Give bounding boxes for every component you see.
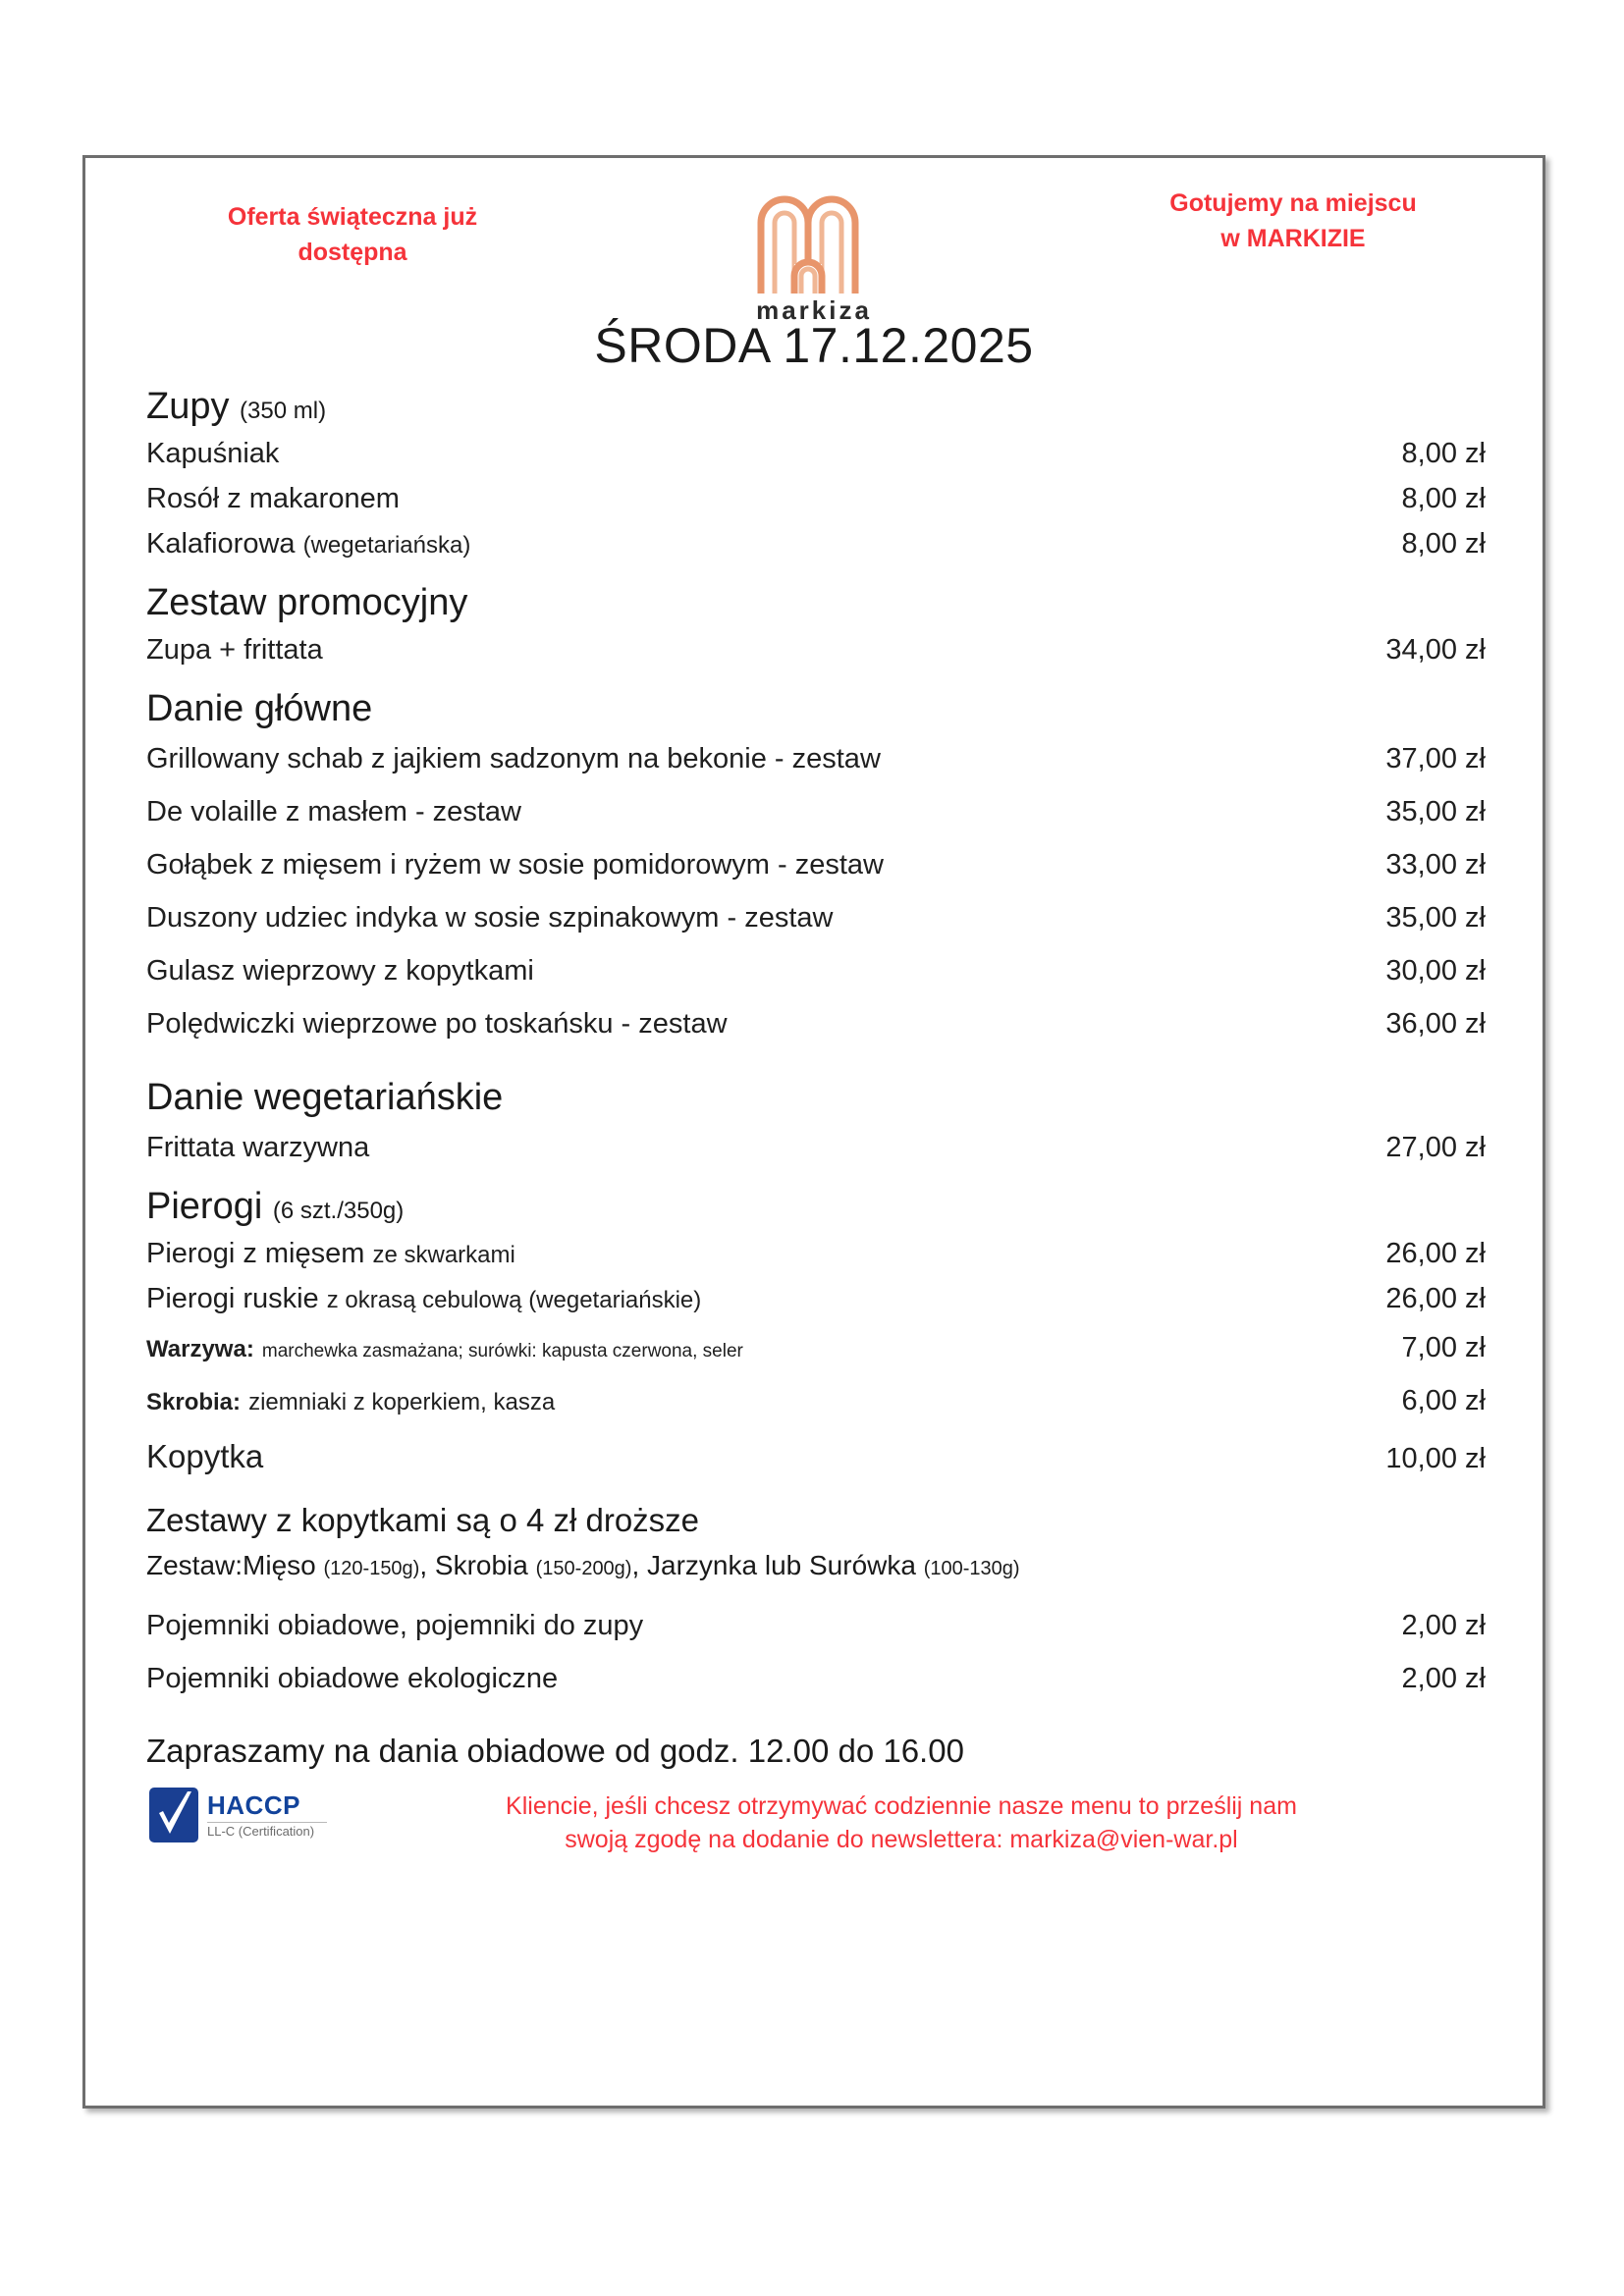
item-name bbox=[146, 1278, 1299, 1319]
holiday-offer-text: Oferta świąteczna już dostępna bbox=[227, 203, 478, 267]
set-def-mid2: , Jarzynka lub Surówka bbox=[631, 1549, 916, 1580]
table-row bbox=[146, 1321, 1486, 1374]
item-price: 8,00 zł bbox=[1401, 437, 1486, 469]
section-qty-soups: (350 ml) bbox=[240, 398, 327, 424]
item-price: 35,00 zł bbox=[1385, 796, 1486, 828]
item-price: 27,00 zł bbox=[1385, 1132, 1486, 1164]
item-note: (wegetariańska) bbox=[302, 531, 471, 559]
item-price: 2,00 zł bbox=[1401, 1663, 1486, 1695]
section-heading-promo-set: Zestaw promocyjny bbox=[146, 581, 468, 623]
menu-header bbox=[129, 176, 1499, 325]
item-name: Pojemniki obiadowe, pojemniki do zupy bbox=[146, 1610, 644, 1642]
item-price: 30,00 zł bbox=[1385, 955, 1486, 988]
haccp-title: HACCP bbox=[207, 1789, 300, 1820]
item-name bbox=[146, 1380, 1299, 1421]
menu-frame bbox=[82, 155, 1545, 2109]
table-row bbox=[146, 838, 1486, 891]
item-name: Polędwiczki wieprzowe po toskańsku - zestaw bbox=[146, 1008, 728, 1041]
item-price: 36,00 zł bbox=[1385, 1008, 1486, 1041]
table-row bbox=[146, 627, 1486, 672]
item-name: Grillowany schab z jajkiem sadzonym na bekonie - zestaw bbox=[146, 743, 881, 775]
item-label: Warzywa: bbox=[146, 1336, 254, 1363]
item-name: Kopytka bbox=[146, 1438, 264, 1475]
table-row bbox=[146, 431, 1486, 476]
set-def-gram-3: (100-130g) bbox=[923, 1557, 1020, 1579]
item-note: z okrasą cebulową (wegetariańskie) bbox=[326, 1287, 702, 1313]
table-row bbox=[146, 1652, 1486, 1705]
item-price: 2,00 zł bbox=[1401, 1610, 1486, 1642]
section-qty-pierogi: (6 szt./350g) bbox=[272, 1198, 405, 1225]
newsletter-line1: Kliencie, jeśli chcesz otrzymywać codziennie nasze menu to prześlij nam bbox=[506, 1792, 1297, 1821]
item-name: De volaille z masłem - zestaw bbox=[146, 796, 521, 828]
kopytka-surcharge-note: Zestawy z kopytkami są o 4 zł droższe bbox=[146, 1501, 700, 1538]
item-name bbox=[146, 1327, 1299, 1368]
table-row bbox=[146, 1427, 1486, 1486]
section-title-soups: Zupy bbox=[146, 386, 230, 427]
haccp-check-icon bbox=[148, 1787, 199, 1843]
section-heading-pierogi bbox=[146, 1186, 1486, 1229]
cooked-on-site-line1: Gotujemy na miejscu bbox=[1169, 189, 1417, 217]
item-name: Gulasz wieprzowy z kopytkami bbox=[146, 955, 534, 988]
item-price: 10,00 zł bbox=[1385, 1443, 1486, 1475]
item-label: Skrobia: bbox=[146, 1389, 242, 1416]
table-row bbox=[146, 1374, 1486, 1427]
table-row bbox=[146, 1121, 1486, 1174]
opening-hours-note: Zapraszamy na dania obiadowe od godz. 12.00 do 16.00 bbox=[146, 1733, 964, 1770]
set-def-gram-1: (120-150g) bbox=[323, 1557, 420, 1579]
menu-body bbox=[129, 386, 1499, 1857]
item-price: 26,00 zł bbox=[1385, 1283, 1486, 1314]
item-name bbox=[146, 1233, 1299, 1274]
table-row bbox=[146, 476, 1486, 521]
item-desc: marchewka zasmażana; surówki: kapusta czerwona, seler bbox=[261, 1341, 743, 1362]
item-label: Kalafiorowa bbox=[146, 527, 296, 560]
table-row bbox=[146, 785, 1486, 838]
set-definition-note bbox=[146, 1548, 1486, 1583]
section-heading-main: Danie główne bbox=[146, 687, 373, 729]
set-def-prefix: Zestaw:Mięso bbox=[146, 1549, 316, 1580]
haccp-divider bbox=[207, 1822, 327, 1823]
brand-logo bbox=[706, 178, 922, 326]
item-name bbox=[146, 523, 1299, 564]
item-price: 37,00 zł bbox=[1385, 743, 1486, 775]
section-heading-vegetarian: Danie wegetariańskie bbox=[146, 1076, 504, 1118]
item-desc: ziemniaki z koperkiem, kasza bbox=[248, 1389, 556, 1416]
table-row bbox=[146, 1599, 1486, 1652]
item-name: Gołąbek z mięsem i ryżem w sosie pomidorowym - zestaw bbox=[146, 849, 884, 881]
section-title-pierogi: Pierogi bbox=[146, 1186, 263, 1228]
item-name: Zupa + frittata bbox=[146, 633, 323, 666]
table-row bbox=[146, 997, 1486, 1050]
cooked-on-site-line2: w MARKIZIE bbox=[1220, 225, 1366, 253]
item-price: 26,00 zł bbox=[1385, 1237, 1486, 1269]
item-price: 33,00 zł bbox=[1385, 849, 1486, 881]
item-label: Pierogi ruskie bbox=[146, 1283, 319, 1314]
item-name: Kapuśniak bbox=[146, 437, 280, 469]
item-name: Pojemniki obiadowe ekologiczne bbox=[146, 1663, 559, 1695]
table-row bbox=[146, 1276, 1486, 1321]
table-row bbox=[146, 1231, 1486, 1276]
item-price: 7,00 zł bbox=[1401, 1332, 1486, 1364]
haccp-text-block bbox=[207, 1791, 327, 1840]
brand-wordmark: markiza bbox=[756, 295, 872, 325]
item-price: 6,00 zł bbox=[1401, 1385, 1486, 1417]
set-def-mid: , Skrobia bbox=[419, 1549, 528, 1580]
haccp-badge bbox=[148, 1783, 327, 1843]
table-row bbox=[146, 521, 1486, 566]
item-name: Duszony udziec indyka w sosie szpinakowym - zestaw bbox=[146, 902, 834, 934]
markiza-m-logo-icon bbox=[749, 178, 879, 294]
newsletter-note bbox=[327, 1783, 1486, 1857]
section-heading-soups bbox=[146, 386, 1486, 429]
item-price: 34,00 zł bbox=[1385, 633, 1486, 666]
page-title: ŚRODA 17.12.2025 bbox=[594, 318, 1034, 373]
set-def-gram-2: (150-200g) bbox=[535, 1557, 632, 1579]
table-row bbox=[146, 944, 1486, 997]
item-note: ze skwarkami bbox=[372, 1241, 515, 1268]
haccp-subtitle: LL-C (Certification) bbox=[207, 1824, 315, 1840]
item-label: Pierogi z mięsem bbox=[146, 1237, 365, 1269]
item-price: 8,00 zł bbox=[1401, 482, 1486, 514]
item-name: Frittata warzywna bbox=[146, 1132, 370, 1164]
menu-footer bbox=[146, 1783, 1486, 1857]
table-row bbox=[146, 891, 1486, 944]
item-price: 35,00 zł bbox=[1385, 902, 1486, 934]
cooked-on-site-text bbox=[1107, 186, 1480, 257]
item-name: Rosół z makaronem bbox=[146, 482, 400, 514]
item-price: 8,00 zł bbox=[1401, 527, 1486, 560]
newsletter-line2: swoją zgodę na dodanie do newslettera: markiza@vien-war.pl bbox=[565, 1826, 1238, 1853]
table-row bbox=[146, 732, 1486, 785]
